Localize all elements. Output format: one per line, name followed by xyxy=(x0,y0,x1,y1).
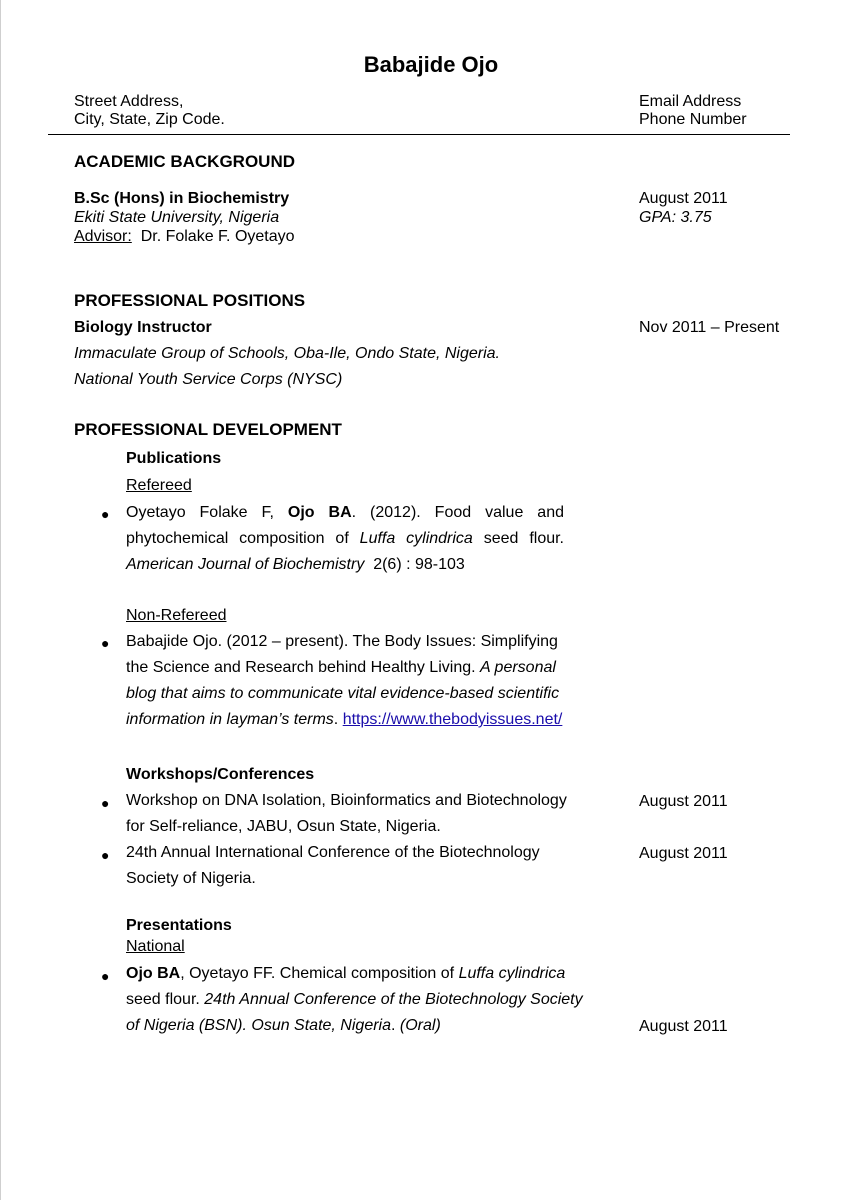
publications-heading: Publications xyxy=(126,450,222,467)
non-refereed-publication: Babajide Ojo. (2012 – present). The Body Issues: Simplifying the Science and Research behind Healthy Living. A personal blog that aims to communicate vital evidence-based scientific information in layman’s terms. https://www.thebodyissues.net/ xyxy=(126,633,563,728)
positions-heading: PROFESSIONAL POSITIONS xyxy=(74,291,306,310)
workshop-item: 24th Annual International Conference of the Biotechnology Society of Nigeria. xyxy=(126,844,540,887)
email-address: Email Address xyxy=(639,93,742,110)
blog-link[interactable]: https://www.thebodyissues.net/ xyxy=(342,711,563,728)
workshop-item: Workshop on DNA Isolation, Bioinformatics and Biotechnology for Self-reliance, JABU, Osun State, Nigeria. xyxy=(126,792,567,835)
bullet-icon: ● xyxy=(101,847,110,863)
bullet-icon: ● xyxy=(101,795,110,811)
city-state-zip: City, State, Zip Code. xyxy=(74,111,225,128)
degree: B.Sc (Hons) in Biochemistry xyxy=(74,190,290,207)
advisor-label: Advisor: xyxy=(74,228,132,245)
presentation-item: Ojo BA, Oyetayo FF. Chemical composition of Luffa cylindrica seed flour. 24th Annual Conference of the Biotechnology Society of Nigeria (BSN). Osun State, Nigeria. (Oral) xyxy=(126,965,583,1034)
bullet-icon: ● xyxy=(101,968,110,984)
advisor-name: Dr. Folake F. Oyetayo xyxy=(140,228,295,245)
gpa: GPA: 3.75 xyxy=(639,209,712,226)
advisor-line xyxy=(74,228,295,246)
refereed-publication: Oyetayo Folake F, Ojo BA. (2012). Food value and phytochemical composition of Luffa cylindrica seed flour. American Journal of Biochemistry 2(6) : 98-103 xyxy=(126,504,565,573)
presentations-heading: Presentations xyxy=(126,917,232,934)
position-date: Nov 2011 – Present xyxy=(639,319,780,336)
development-heading: PROFESSIONAL DEVELOPMENT xyxy=(74,420,342,439)
position-program: National Youth Service Corps (NYSC) xyxy=(74,371,343,388)
street-address: Street Address, xyxy=(74,93,184,110)
presentation-date: August 2011 xyxy=(639,1018,728,1035)
non-refereed-label: Non-Refereed xyxy=(126,607,227,624)
bullet-icon: ● xyxy=(101,635,110,651)
position-title: Biology Instructor xyxy=(74,319,212,336)
workshop-date: August 2011 xyxy=(639,793,728,810)
position-org: Immaculate Group of Schools, Oba-Ile, Ondo State, Nigeria. xyxy=(74,345,500,362)
workshop-date: August 2011 xyxy=(639,845,728,862)
national-label: National xyxy=(126,938,185,955)
bullet-icon: ● xyxy=(101,506,110,522)
workshops-heading: Workshops/Conferences xyxy=(126,766,315,783)
refereed-label: Refereed xyxy=(126,477,192,494)
degree-date: August 2011 xyxy=(639,190,728,207)
institution: Ekiti State University, Nigeria xyxy=(74,209,280,226)
academic-heading: ACADEMIC BACKGROUND xyxy=(74,152,295,171)
phone-number: Phone Number xyxy=(639,111,747,128)
resume-name: Babajide Ojo xyxy=(363,52,499,77)
header-divider xyxy=(48,134,790,135)
